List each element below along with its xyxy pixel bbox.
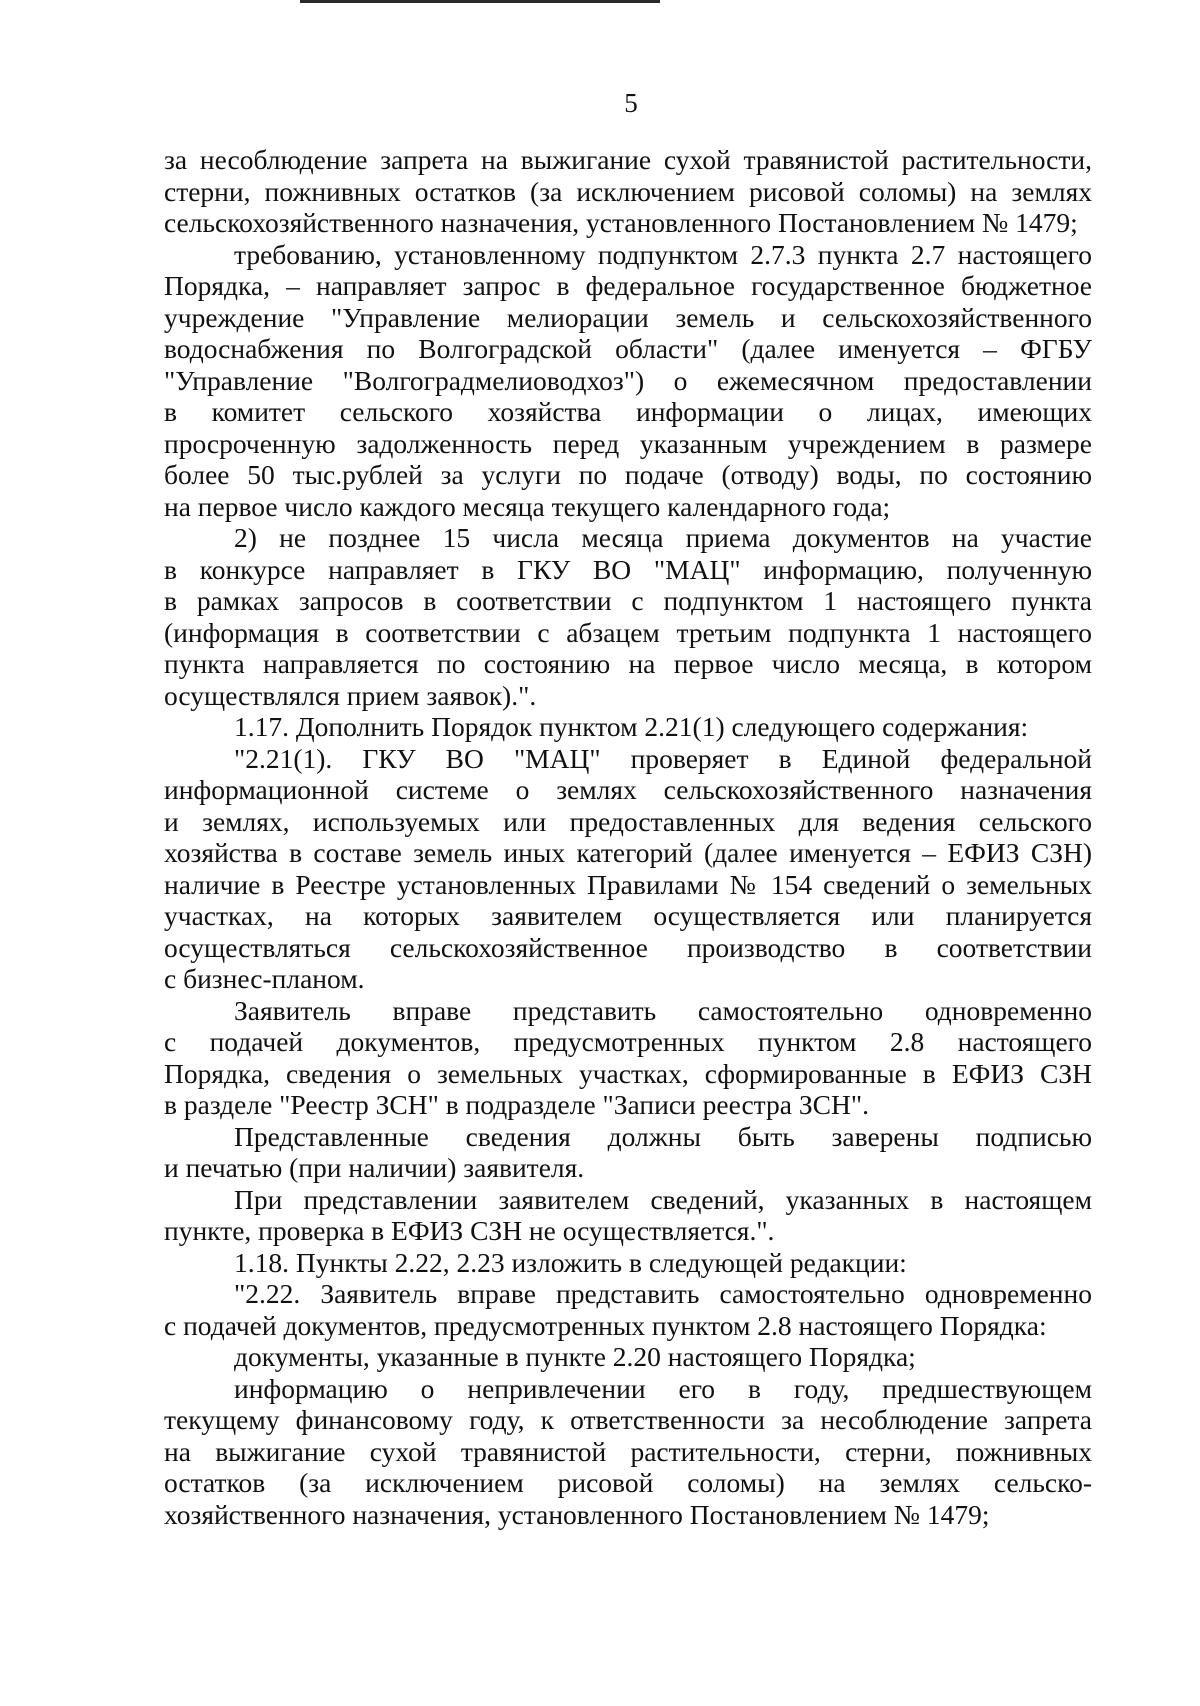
text-line: на выжигание сухой травянистой растительности, стерни, пожнивных bbox=[164, 1435, 1092, 1467]
text-line: за несоблюдение запрета на выжигание сухой травянистой растительности, bbox=[164, 144, 1092, 175]
text-line: информацию о непривлечении его в году, предшествующем bbox=[234, 1372, 1092, 1404]
text-line: с бизнес-планом. bbox=[164, 963, 365, 994]
text-line: хозяйства в составе земель иных категорий (далее именуется – ЕФИЗ СЗН) bbox=[164, 837, 1092, 868]
text-line: 1.18. Пункты 2.22, 2.23 изложить в следующей редакции: bbox=[234, 1246, 907, 1278]
scan-top-edge bbox=[300, 0, 660, 3]
text-line: Порядка, – направляет запрос в федеральное государственное бюджетное bbox=[164, 270, 1092, 301]
text-line: При представлении заявителем сведений, указанных в настоящем bbox=[234, 1183, 1092, 1215]
text-line: в конкурсе направляет в ГКУ ВО "МАЦ" информацию, полученную bbox=[164, 553, 1092, 585]
text-line: в комитет сельского хозяйства информации о лицах, имеющих bbox=[164, 396, 1092, 427]
text-line: участках, на которых заявителем осуществляется или планируется bbox=[164, 900, 1092, 931]
text-line: с подачей документов, предусмотренных пунктом 2.8 настоящего bbox=[164, 1026, 1092, 1057]
text-line: (информация в соответствии с абзацем третьим подпункта 1 настоящего bbox=[164, 616, 1092, 648]
text-line: и печатью (при наличии) заявителя. bbox=[164, 1152, 585, 1183]
text-line: документы, указанные в пункте 2.20 настоящего Порядка; bbox=[234, 1341, 916, 1372]
text-line: "2.22. Заявитель вправе представить самостоятельно одновременно bbox=[234, 1278, 1092, 1309]
text-line: просроченную задолженность перед указанным учреждением в размере bbox=[164, 427, 1092, 459]
text-line: водоснабжения по Волгоградской области" (далее именуется – ФГБУ bbox=[164, 333, 1092, 364]
text-line: сельскохозяйственного назначения, установленного Постановлением № 1479; bbox=[164, 207, 1078, 238]
document-body bbox=[164, 144, 1092, 1530]
text-line: пункта направляется по состоянию на первое число месяца, в котором bbox=[164, 648, 1092, 679]
text-line: учреждение "Управление мелиорации земель и сельскохозяйственного bbox=[164, 301, 1092, 333]
text-line: требованию, установленному подпунктом 2.7.3 пункта 2.7 настоящего bbox=[234, 238, 1092, 270]
text-line: в разделе "Реестр ЗСН" в подразделе "Записи реестра ЗСН". bbox=[164, 1089, 869, 1120]
text-line: в рамках запросов в соответствии с подпунктом 1 настоящего пункта bbox=[164, 585, 1092, 616]
text-line: пункте, проверка в ЕФИЗ СЗН не осуществляется.". bbox=[164, 1215, 775, 1246]
text-line: текущему финансовому году, к ответственности за несоблюдение запрета bbox=[164, 1404, 1092, 1435]
text-line: хозяйственного назначения, установленного Постановлением № 1479; bbox=[164, 1498, 990, 1530]
text-line: 2) не позднее 15 числа месяца приема документов на участие bbox=[234, 522, 1092, 553]
text-line: и землях, используемых или предоставленных для ведения сельского bbox=[164, 805, 1092, 837]
text-line: осуществлялся прием заявок).". bbox=[164, 679, 537, 711]
text-line: остатков (за исключением рисовой соломы) на землях сельско- bbox=[164, 1467, 1092, 1498]
text-line: информационной системе о землях сельскохозяйственного назначения bbox=[164, 774, 1092, 805]
text-line: "2.21(1). ГКУ ВО "МАЦ" проверяет в Единой федеральной bbox=[234, 742, 1092, 774]
text-line: осуществляться сельскохозяйственное производство в соответствии bbox=[164, 931, 1092, 963]
text-line: наличие в Реестре установленных Правилами № 154 сведений о земельных bbox=[164, 868, 1092, 900]
text-line: Заявитель вправе представить самостоятельно одновременно bbox=[234, 994, 1092, 1026]
text-line: Порядка, сведения о земельных участках, сформированные в ЕФИЗ СЗН bbox=[164, 1057, 1092, 1089]
text-line: "Управление "Волгоградмелиоводхоз") о ежемесячном предоставлении bbox=[164, 364, 1092, 396]
text-line: 1.17. Дополнить Порядок пунктом 2.21(1) следующего содержания: bbox=[234, 711, 1029, 742]
text-line: с подачей документов, предусмотренных пунктом 2.8 настоящего Порядка: bbox=[164, 1309, 1047, 1341]
text-line: стерни, пожнивных остатков (за исключением рисовой соломы) на землях bbox=[164, 175, 1092, 207]
text-line: более 50 тыс.рублей за услуги по подаче (отводу) воды, по состоянию bbox=[164, 459, 1092, 490]
text-line: Представленные сведения должны быть заверены подписью bbox=[234, 1120, 1092, 1152]
text-line: на первое число каждого месяца текущего календарного года; bbox=[164, 490, 891, 522]
page-number: 5 bbox=[624, 88, 638, 118]
